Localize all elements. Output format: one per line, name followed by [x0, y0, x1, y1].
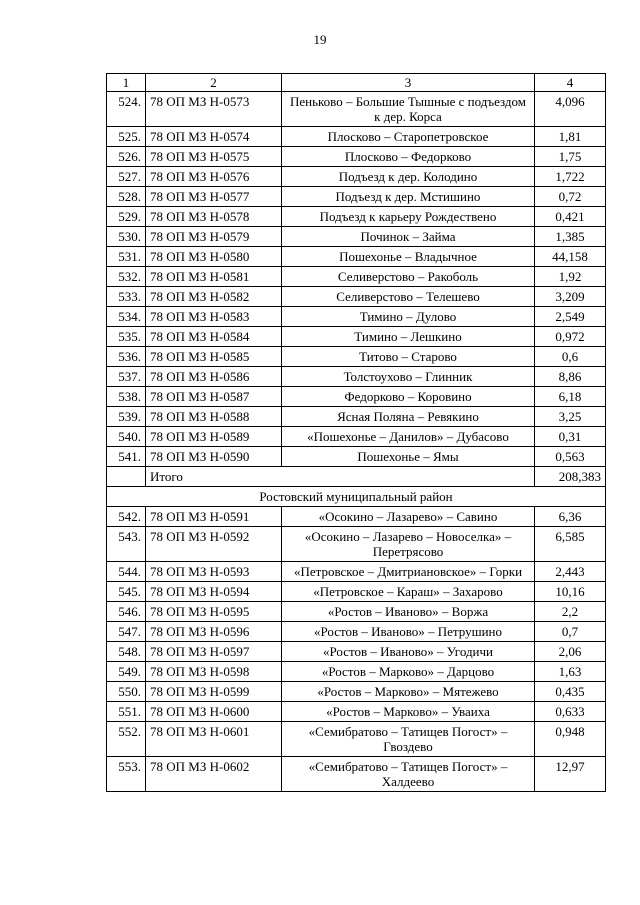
road-name: «Ростов – Иваново» – Угодичи — [282, 642, 535, 662]
road-length: 0,633 — [535, 702, 606, 722]
road-name: «Семибратово – Татищев Погост» – Халдеево — [282, 757, 535, 792]
road-name: Подъезд к дер. Колодино — [282, 167, 535, 187]
road-code: 78 ОП МЗ Н-0578 — [146, 207, 282, 227]
road-name: Починок – Займа — [282, 227, 535, 247]
road-name: Пеньково – Большие Тышные с подъездом к дер. Корса — [282, 92, 535, 127]
road-length: 44,158 — [535, 247, 606, 267]
road-code: 78 ОП МЗ Н-0600 — [146, 702, 282, 722]
table-row — [107, 367, 606, 387]
road-name: «Ростов – Марково» – Дарцово — [282, 662, 535, 682]
table-row — [107, 602, 606, 622]
row-number: 532. — [107, 267, 146, 287]
road-length: 3,25 — [535, 407, 606, 427]
table-row — [107, 347, 606, 367]
road-name: Титово – Старово — [282, 347, 535, 367]
roads-table — [106, 73, 606, 792]
table-row — [107, 582, 606, 602]
road-code: 78 ОП МЗ Н-0586 — [146, 367, 282, 387]
row-number: 528. — [107, 187, 146, 207]
road-code: 78 ОП МЗ Н-0587 — [146, 387, 282, 407]
road-length: 0,435 — [535, 682, 606, 702]
road-code: 78 ОП МЗ Н-0574 — [146, 127, 282, 147]
road-length: 2,2 — [535, 602, 606, 622]
table-row — [107, 427, 606, 447]
table-row — [107, 642, 606, 662]
column-header: 3 — [282, 74, 535, 92]
road-length: 0,72 — [535, 187, 606, 207]
road-name: «Осокино – Лазарево – Новоселка» – Перетрясово — [282, 527, 535, 562]
row-number: 529. — [107, 207, 146, 227]
road-code: 78 ОП МЗ Н-0594 — [146, 582, 282, 602]
row-number: 534. — [107, 307, 146, 327]
row-number: 543. — [107, 527, 146, 562]
table-row — [107, 147, 606, 167]
total-label: Итого — [146, 467, 535, 487]
road-length: 2,06 — [535, 642, 606, 662]
road-length: 2,549 — [535, 307, 606, 327]
row-number: 537. — [107, 367, 146, 387]
table-row — [107, 127, 606, 147]
road-length: 1,75 — [535, 147, 606, 167]
table-row — [107, 447, 606, 467]
road-length: 1,385 — [535, 227, 606, 247]
table-row — [107, 662, 606, 682]
road-name: Ясная Поляна – Ревякино — [282, 407, 535, 427]
road-name: Пошехонье – Владычное — [282, 247, 535, 267]
road-length: 1,722 — [535, 167, 606, 187]
road-length: 6,585 — [535, 527, 606, 562]
road-length: 0,6 — [535, 347, 606, 367]
table-row — [107, 187, 606, 207]
table-row — [107, 327, 606, 347]
table-body-section-a — [107, 92, 606, 467]
road-code: 78 ОП МЗ Н-0584 — [146, 327, 282, 347]
total-empty-cell — [107, 467, 146, 487]
road-code: 78 ОП МЗ Н-0576 — [146, 167, 282, 187]
row-number: 538. — [107, 387, 146, 407]
road-length: 10,16 — [535, 582, 606, 602]
row-number: 541. — [107, 447, 146, 467]
road-name: Подъезд к карьеру Рождествено — [282, 207, 535, 227]
road-code: 78 ОП МЗ Н-0580 — [146, 247, 282, 267]
table-row — [107, 622, 606, 642]
road-length: 0,7 — [535, 622, 606, 642]
road-name: «Петровское – Караш» – Захарово — [282, 582, 535, 602]
road-code: 78 ОП МЗ Н-0590 — [146, 447, 282, 467]
row-number: 539. — [107, 407, 146, 427]
row-number: 525. — [107, 127, 146, 147]
road-length: 1,92 — [535, 267, 606, 287]
table-row — [107, 247, 606, 267]
road-code: 78 ОП МЗ Н-0579 — [146, 227, 282, 247]
road-name: Подъезд к дер. Мстишино — [282, 187, 535, 207]
road-code: 78 ОП МЗ Н-0591 — [146, 507, 282, 527]
row-number: 550. — [107, 682, 146, 702]
road-code: 78 ОП МЗ Н-0581 — [146, 267, 282, 287]
row-number: 553. — [107, 757, 146, 792]
row-number: 531. — [107, 247, 146, 267]
road-code: 78 ОП МЗ Н-0582 — [146, 287, 282, 307]
column-header: 4 — [535, 74, 606, 92]
road-name: Тимино – Дулово — [282, 307, 535, 327]
column-header: 2 — [146, 74, 282, 92]
road-name: Плосково – Федорково — [282, 147, 535, 167]
row-number: 527. — [107, 167, 146, 187]
road-name: «Ростов – Иваново» – Воржа — [282, 602, 535, 622]
road-name: «Петровское – Дмитриановское» – Горки — [282, 562, 535, 582]
road-name: Плосково – Старопетровское — [282, 127, 535, 147]
road-length: 0,563 — [535, 447, 606, 467]
row-number: 549. — [107, 662, 146, 682]
road-name: «Осокино – Лазарево» – Савино — [282, 507, 535, 527]
road-code: 78 ОП МЗ Н-0601 — [146, 722, 282, 757]
road-code: 78 ОП МЗ Н-0598 — [146, 662, 282, 682]
column-header: 1 — [107, 74, 146, 92]
road-length: 12,97 — [535, 757, 606, 792]
road-name: «Семибратово – Татищев Погост» – Гвоздево — [282, 722, 535, 757]
table-row — [107, 267, 606, 287]
table-row — [107, 507, 606, 527]
row-number: 540. — [107, 427, 146, 447]
road-code: 78 ОП МЗ Н-0599 — [146, 682, 282, 702]
table-row — [107, 92, 606, 127]
row-number: 524. — [107, 92, 146, 127]
row-number: 545. — [107, 582, 146, 602]
road-name: Селиверстово – Телешево — [282, 287, 535, 307]
table-row — [107, 757, 606, 792]
table-row — [107, 227, 606, 247]
row-number: 535. — [107, 327, 146, 347]
road-name: Тимино – Лешкино — [282, 327, 535, 347]
district-row — [107, 487, 606, 507]
table-body-section-b — [107, 507, 606, 792]
column-header-row — [107, 74, 606, 92]
road-length: 3,209 — [535, 287, 606, 307]
district-heading: Ростовский муниципальный район — [107, 487, 606, 507]
table-body-summary — [107, 467, 606, 507]
row-number: 542. — [107, 507, 146, 527]
table-row — [107, 682, 606, 702]
road-code: 78 ОП МЗ Н-0577 — [146, 187, 282, 207]
row-number: 548. — [107, 642, 146, 662]
row-number: 551. — [107, 702, 146, 722]
total-value: 208,383 — [535, 467, 606, 487]
row-number: 547. — [107, 622, 146, 642]
road-name: Федорково – Коровино — [282, 387, 535, 407]
road-length: 1,63 — [535, 662, 606, 682]
road-length: 0,31 — [535, 427, 606, 447]
row-number: 546. — [107, 602, 146, 622]
road-name: Толстоухово – Глинник — [282, 367, 535, 387]
road-code: 78 ОП МЗ Н-0595 — [146, 602, 282, 622]
row-number: 526. — [107, 147, 146, 167]
road-length: 0,421 — [535, 207, 606, 227]
road-length: 0,972 — [535, 327, 606, 347]
table-row — [107, 287, 606, 307]
road-code: 78 ОП МЗ Н-0593 — [146, 562, 282, 582]
row-number: 552. — [107, 722, 146, 757]
table-row — [107, 307, 606, 327]
total-row — [107, 467, 606, 487]
road-code: 78 ОП МЗ Н-0583 — [146, 307, 282, 327]
road-code: 78 ОП МЗ Н-0602 — [146, 757, 282, 792]
road-name: Селиверстово – Ракоболь — [282, 267, 535, 287]
table-row — [107, 722, 606, 757]
road-code: 78 ОП МЗ Н-0585 — [146, 347, 282, 367]
table-row — [107, 527, 606, 562]
road-code: 78 ОП МЗ Н-0573 — [146, 92, 282, 127]
road-length: 2,443 — [535, 562, 606, 582]
row-number: 533. — [107, 287, 146, 307]
road-name: «Ростов – Иваново» – Петрушино — [282, 622, 535, 642]
road-length: 1,81 — [535, 127, 606, 147]
road-name: «Пошехонье – Данилов» – Дубасово — [282, 427, 535, 447]
road-code: 78 ОП МЗ Н-0592 — [146, 527, 282, 562]
road-name: Пошехонье – Ямы — [282, 447, 535, 467]
road-code: 78 ОП МЗ Н-0588 — [146, 407, 282, 427]
road-code: 78 ОП МЗ Н-0596 — [146, 622, 282, 642]
road-length: 8,86 — [535, 367, 606, 387]
page-number: 19 — [313, 32, 327, 47]
road-length: 0,948 — [535, 722, 606, 757]
row-number: 544. — [107, 562, 146, 582]
road-name: «Ростов – Марково» – Уваиха — [282, 702, 535, 722]
table-row — [107, 387, 606, 407]
road-code: 78 ОП МЗ Н-0597 — [146, 642, 282, 662]
road-code: 78 ОП МЗ Н-0575 — [146, 147, 282, 167]
road-name: «Ростов – Марково» – Мятежево — [282, 682, 535, 702]
table-row — [107, 167, 606, 187]
road-length: 6,36 — [535, 507, 606, 527]
table-row — [107, 407, 606, 427]
road-length: 4,096 — [535, 92, 606, 127]
road-code: 78 ОП МЗ Н-0589 — [146, 427, 282, 447]
table-row — [107, 562, 606, 582]
table-row — [107, 702, 606, 722]
table-row — [107, 207, 606, 227]
row-number: 530. — [107, 227, 146, 247]
road-length: 6,18 — [535, 387, 606, 407]
row-number: 536. — [107, 347, 146, 367]
